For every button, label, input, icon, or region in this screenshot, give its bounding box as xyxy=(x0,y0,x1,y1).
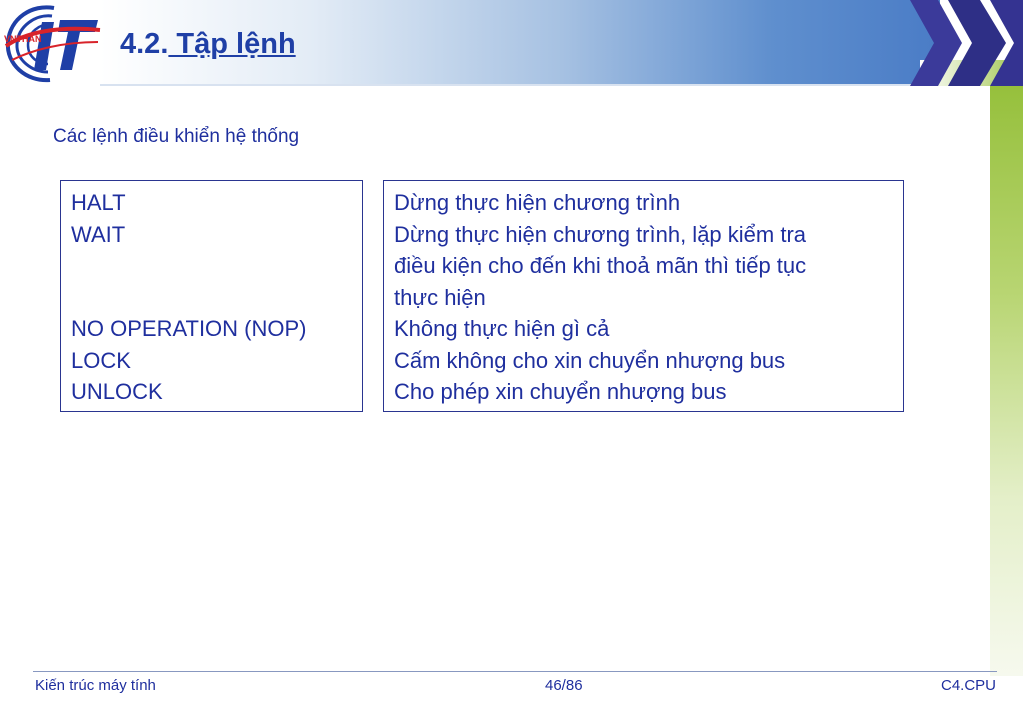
chevron-arrows-icon xyxy=(910,0,1023,86)
section-subtitle: Các lệnh điều khiển hệ thống xyxy=(53,126,300,147)
description-line: Dừng thực hiện chương trình xyxy=(394,190,681,215)
description-line: Cấm không cho xin chuyển nhượng bus xyxy=(394,347,786,373)
right-green-sidebar xyxy=(990,86,1023,676)
command-item: HALT xyxy=(71,190,126,215)
command-item: WAIT xyxy=(71,221,126,247)
description-list-box xyxy=(383,180,904,412)
description-line: điều kiện cho đến khi thoả mãn thì tiếp tục xyxy=(394,253,807,278)
command-item: UNLOCK xyxy=(71,379,163,404)
command-item: LOCK xyxy=(71,347,131,373)
command-spacer xyxy=(71,250,362,313)
university-logo xyxy=(2,2,102,86)
footer-chapter: C4.CPU xyxy=(940,677,996,694)
title-number: 4.2. xyxy=(120,28,169,60)
footer-divider xyxy=(33,671,997,672)
logo-text: VNTHAN xyxy=(4,34,42,44)
description-line: Dừng thực hiện chương trình, lặp kiểm tra xyxy=(394,221,807,247)
description-line: Không thực hiện gì cả xyxy=(394,316,610,341)
footer-page-number: 46/86 xyxy=(545,677,583,694)
command-list-box xyxy=(60,180,363,412)
title-text: Tập lệnh xyxy=(168,28,296,60)
footer-course-name: Kiến trúc máy tính xyxy=(35,677,156,694)
description-line: Cho phép xin chuyển nhượng bus xyxy=(394,379,727,404)
page-title xyxy=(120,28,296,61)
description-line: thực hiện xyxy=(394,284,486,310)
header-underline xyxy=(100,84,950,86)
command-item: NO OPERATION (NOP) xyxy=(71,316,307,341)
slide-header xyxy=(0,0,1023,86)
